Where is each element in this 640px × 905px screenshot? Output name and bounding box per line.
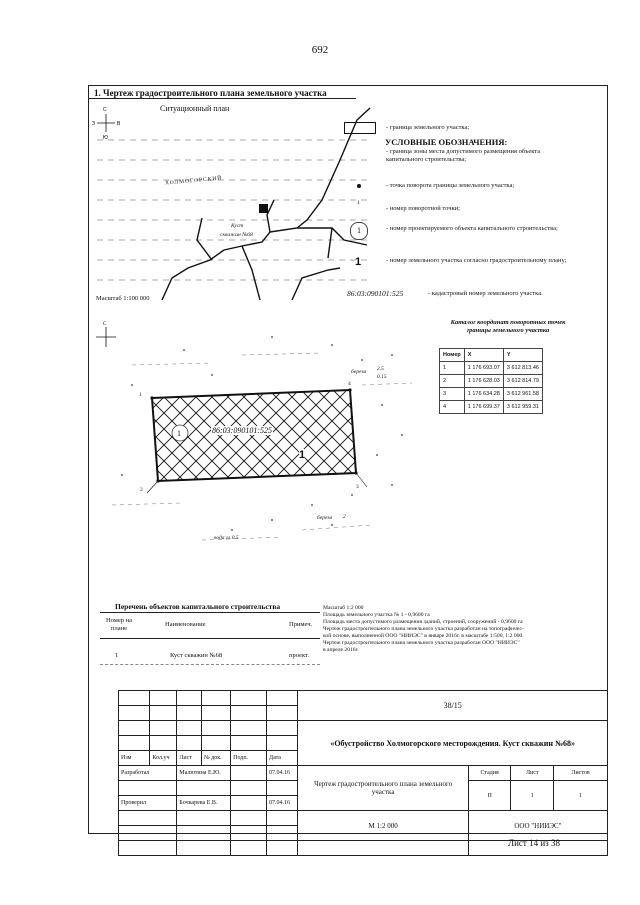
label-water: вода гл.0.5 (214, 535, 239, 541)
legend-title: УСЛОВНЫЕ ОБОЗНАЧЕНИЯ: (385, 137, 508, 147)
stamp-code: 38/15 (298, 691, 608, 721)
objects-row-number: 1 (115, 652, 119, 659)
object-label: Куст (231, 223, 244, 229)
situational-map (92, 100, 372, 300)
objects-col-number: Номер на плане (105, 617, 133, 632)
objects-row-note: проект. (289, 652, 309, 659)
legend-item-zone: - граница зоны места допустимого размещения объекта капитального строительства; (386, 148, 541, 163)
coord-header-x: X (464, 349, 503, 362)
stamp-header-count: Кол.уч (150, 751, 177, 766)
coordinates-table (439, 348, 543, 414)
stamp-header-change: Изм (119, 751, 150, 766)
turn-point-2: 2 (140, 487, 143, 493)
svg-text:С: С (103, 322, 107, 327)
turn-point-1: 1 (139, 392, 142, 398)
legend-plot-symbol: 1 (355, 256, 362, 268)
stamp-project: «Обустройство Холмогорского месторождения. Куст скважин №68» (298, 721, 608, 766)
drawing-cadastral-number: 86:03:090101:525 (212, 426, 272, 435)
coord-header-y: Y (503, 349, 542, 362)
stamp-header-doc: № док. (201, 751, 230, 766)
objects-list-title: Перечень объектов капитального строительства (115, 602, 281, 611)
heading-underline (88, 98, 356, 99)
label-birch-bottom: береза (317, 515, 333, 521)
drawing-heading: 1. Чертеж градостроительного плана земельного участка (94, 88, 327, 98)
legend-item-point-number: - номер поворотной точки; (386, 205, 460, 212)
objects-list-rule-bottom (100, 664, 320, 665)
objects-list-rule-mid (100, 638, 320, 639)
label-birch-top-value-2: 0.15 (377, 374, 387, 380)
stamp-signature-1 (231, 766, 267, 781)
stamp-sheet-title: Чертеж градостроительного плана земельного участка (298, 766, 468, 811)
stamp-sheets: 1 (554, 781, 608, 811)
svg-text:Ю: Ю (103, 135, 109, 141)
table-row: 1 1 176 693.07 3 612 813.46 (440, 362, 543, 375)
legend-point-number-symbol: 1 (357, 200, 360, 206)
drawing-object-number: 1 (177, 429, 181, 438)
stamp-name-checker: Бочкарева Е.В. (177, 796, 231, 811)
stamp-stage: П (468, 781, 511, 811)
stamp-date-2: 07.04.16 (267, 796, 298, 811)
objects-list-rule-top (100, 612, 320, 613)
stamp-header-sign: Подп. (231, 751, 267, 766)
svg-text:С: С (103, 107, 107, 113)
turn-point-3: 3 (356, 484, 359, 490)
situational-plan-title: Ситуационный план (160, 104, 230, 113)
legend-item-cadastral: - кадастровый номер земельного участка. (428, 290, 543, 297)
situational-plan (92, 100, 372, 300)
table-row: 2 1 176 628.03 3 612 814.79 (440, 375, 543, 388)
stamp-header-sheet: Лист (177, 751, 202, 766)
stamp-sheet-header: Лист (511, 766, 554, 781)
page-number: 692 (311, 44, 329, 56)
svg-text:В: В (117, 121, 121, 127)
plot-drawing-svg (92, 322, 422, 550)
stamp-role-developer: Разработал (119, 766, 177, 781)
stamp-stage-header: Стадия (468, 766, 511, 781)
object-label-2: скважин №68 (220, 232, 253, 238)
stamp-sheet: 1 (511, 781, 554, 811)
legend-item-point: - точка поворота границы земельного участка; (386, 182, 515, 189)
legend-object-symbol: 1 (350, 222, 368, 240)
situational-scale: Масштаб 1:100 000 (96, 295, 150, 302)
legend-item-object: - номер проектируемого объекта капитального строительства; (386, 225, 558, 232)
stamp-organization: ООО "НИИЭС" (468, 811, 607, 841)
objects-row-name: Куст скважин №68 (170, 652, 223, 659)
catalog-title: Каталог координат поворотных точек границы земельного участка (450, 319, 566, 334)
title-block (118, 690, 608, 856)
area-name: ХОЛМОГОРСКИЙ (164, 175, 223, 187)
turn-point-4: 4 (348, 381, 351, 387)
stamp-role-checker: Проверил (119, 796, 177, 811)
stamp-name-developer: Малютина Е.Ю. (177, 766, 231, 781)
label-birch-top-value: 2.5 (377, 366, 384, 372)
legend-item-boundary: - граница земельного участка; (386, 124, 470, 131)
legend-boundary-symbol (344, 122, 376, 134)
objects-col-name: Наименование (165, 621, 206, 628)
plot-drawing (92, 322, 422, 550)
stamp-scale: М 1:2 000 (298, 811, 468, 841)
drawing-plot-number: 1 (299, 449, 306, 461)
label-birch-bottom-value: 2 (343, 514, 346, 520)
label-birch-top: береза (351, 369, 367, 375)
legend-cadastral-symbol: 86:03:090101:525 (347, 289, 404, 298)
legend-item-plot: - номер земельного участка согласно градостроительному плану; (386, 257, 567, 264)
table-row: 4 1 176 699.37 3 612 959.31 (440, 401, 543, 414)
objects-col-note: Примеч. (289, 621, 313, 628)
sheet-counter: Лист 14 из 38 (508, 838, 560, 848)
legend-point-symbol (357, 184, 361, 188)
svg-text:З: З (92, 121, 96, 127)
stamp-date-1: 07.04.16 (267, 766, 298, 781)
stamp-sheets-header: Листов (554, 766, 608, 781)
stamp-signature-2 (231, 796, 267, 811)
stamp-header-date: Дата (267, 751, 298, 766)
table-row: 3 1 176 634.28 3 612 961.58 (440, 388, 543, 401)
drawing-notes: Масштаб 1:2 000 Площадь земельного участка № 1 - 0,9600 га Площадь места допустимого размещения зданий, строений, сооружений - 0,9600 га Чертеж градостроительного плана земельного участка разработан на топографичес- кой основе, выполненной ООО "НИИЭС" в январе 2016г. в масштабе 1:500, 1:2 000. Чертеж градостроительного плана земельного участка разработан ООО "НИИЭС" в апреле 2016г. (323, 605, 524, 653)
coord-header-num: Номер (440, 349, 465, 362)
